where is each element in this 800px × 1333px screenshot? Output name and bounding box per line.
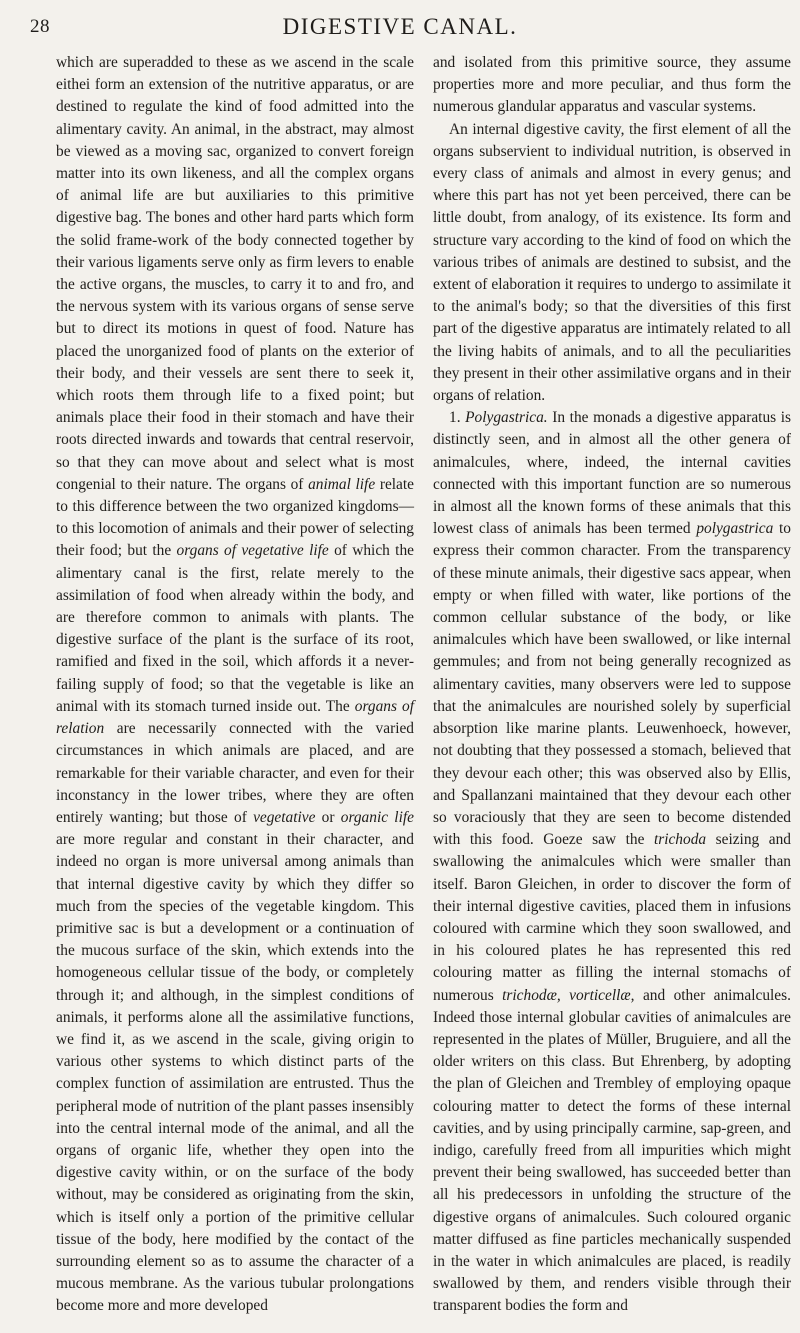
section-number: 1. <box>449 409 466 427</box>
italic-term: organs of vegetative life <box>176 542 329 560</box>
text-run: are necessarily connected with the varied circumstances in which animals are placed, and are remarkable for their variable character, and even for their inconstancy in the lower tribes, where they are often entirely wanting; but those of <box>56 720 414 826</box>
text-run: In the monads a digestive apparatus is distinctly seen, and in almost all the other genera of animalcules, where, indeed, the internal cavities connected with this important function are so numerous in almost all the known forms of these animals that this lowest class of animals has been termed <box>433 409 791 538</box>
text-run: which are superadded to these as we ascend in the scale eithei form an extension of the nutritive apparatus, or are destined to regulate the kind of food admitted into the alimentary cavity. An animal, in the abstract, may almost be viewed as a moving sac, organized to convert foreign matter into its own likeness, and all the complex organs of animal life are but auxiliaries to this primitive digestive bag. The bones and other hard parts which form the solid frame-work of the body connected together by their various ligaments serve only as firm levers to enable the active organs, the muscles, to carry it to and fro, and the nervous system with its various organs of sense serve but to direct its motions in quest of food. Nature has placed the unorganized food of plants on the exterior of their body, and their vessels are sent there to seek it, which roots them through life to a fixed point; but animals place their food in their stomach and have their roots directed inwards and towards that central reservoir, so that they can move about and select what is most congenial to their nature. The organs of <box>56 54 414 493</box>
italic-term: trichodæ, vorticellæ, <box>502 986 635 1004</box>
italic-term: animal life <box>308 475 376 493</box>
text-run: are more regular and constant in their character, and indeed no organ is more universal among animals than that internal digestive cavity by which they differ so much from the species of the vegetable kingdom. This primitive sac is but a development or a continuation of the mucous surface of the skin, which extends into the homogeneous cellular tissue of the body, or completely through it; and although, in the simplest conditions of animals, it performs alone all the assimilative functions, we find it, as we ascend in the scale, giving origin to various other systems to which distinct parts of the complex function of assimilation are entrusted. Thus the peripheral mode of nutrition of the plant passes insensibly into the central internal mode of the animal, and all the organs of organic life, whether they open into the digestive cavity within, or on the surface of the body without, may be considered as originating from the skin, which is itself only a portion of the primitive cellular tissue of the body, here modified by the contact of the surrounding element so as to assume the character of a mucous membrane. As the various tubular prolongations become more and more developed <box>56 831 414 1315</box>
running-title: DIGESTIVE CANAL. <box>282 14 518 39</box>
text-run: seizing and swallowing the animalcules which were smaller than itself. Baron Gleichen, in order to discover the form of their internal digestive cavities, placed them in infusions coloured with carmine which they soon swallowed, and in his coloured plates he has represented this red colouring matter as filling the internal stomachs of numerous <box>433 831 791 1004</box>
page-number: 28 <box>30 16 50 37</box>
text-run: of which the alimentary canal is the first, relate merely to the assimilation of food when already within the body, and are therefore common to animals with plants. The digestive surface of the plant is the surface of its root, ramified and fixed in the soil, which affords it a never-failing supply of food; so that the vegetable is like an animal with its stomach turned inside out. The <box>56 542 414 715</box>
italic-term: vegetative <box>253 808 316 826</box>
italic-term: organs of relation <box>56 697 414 738</box>
paragraph-right-3 <box>433 407 791 1317</box>
paragraph-right-2: An internal digestive cavity, the first element of all the organs subservient to individual nutrition, is observed in every class of animals and almost in every genus; and where this part has not yet been perceived, there can be little doubt, from analogy, of its existence. Its form and structure vary according to the kind of food on which the various tribes of animals are destined to subsist, and the extent of elaboration it requires to undergo to assimilate it to the animal's body; so that the diversities of this first part of the digestive apparatus are intimately related to all the living habits of animals, and to all the peculiarities they present in their other assimilative organs and in their organs of relation. <box>433 120 791 405</box>
left-column <box>56 52 414 1318</box>
paragraph-right-1: and isolated from this primitive source, they assume properties more and more peculiar, and thus form the numerous glandular apparatus and vascular systems. <box>433 54 791 116</box>
page-header <box>30 10 770 46</box>
italic-term: trichoda <box>653 831 707 849</box>
text-run: to express their common character. From the transparency of these minute animals, their digestive sacs appear, when empty or when filled with water, like portions of the common cellular substance of the body, or like animalcules which have been swallowed, or like internal gemmules; and from not being generally recognized as alimentary cavities, many observers were led to suppose that the animalcules are nourished solely by superficial absorption like marine plants. Leuwenhoeck, however, not doubting that they possessed a stomach, believed that they devour each other; this was observed also by Ellis, and Spallanzani maintained that they devour each other so voraciously that they are seen to become distended with this food. Goeze saw the <box>433 520 791 849</box>
italic-term: polygastrica <box>696 520 774 538</box>
text-run: or <box>315 808 341 826</box>
text-run: and other animalcules. Indeed those internal globular cavities of animalcules are represented in the plates of Müller, Bruguiere, and all the older writers on this class. But Ehrenberg, by adopting the plan of Gleichen and Trembley of employing opaque colouring matter to detect the forms of these internal cavities, and by using principally carmine, sap-green, and indigo, carefully freed from all impurities which might prevent their being swallowed, has succeeded better than all his predecessors in unfolding the structure of the digestive organs of animalcules. Such coloured organic matter diffused as fine particles mechanically suspended in the water in which animalcules are placed, is readily swallowed by them, and renders visible through their transparent bodies the form and <box>433 986 791 1315</box>
section-heading: Polygastrica. <box>465 409 548 427</box>
italic-term: organic life <box>340 808 414 826</box>
text-run: relate to this difference between the two organized kingdoms— to this locomotion of animals and their power of selecting their food; but the <box>56 475 414 560</box>
paragraph-left-1 <box>56 52 414 1318</box>
right-column <box>433 52 791 1318</box>
